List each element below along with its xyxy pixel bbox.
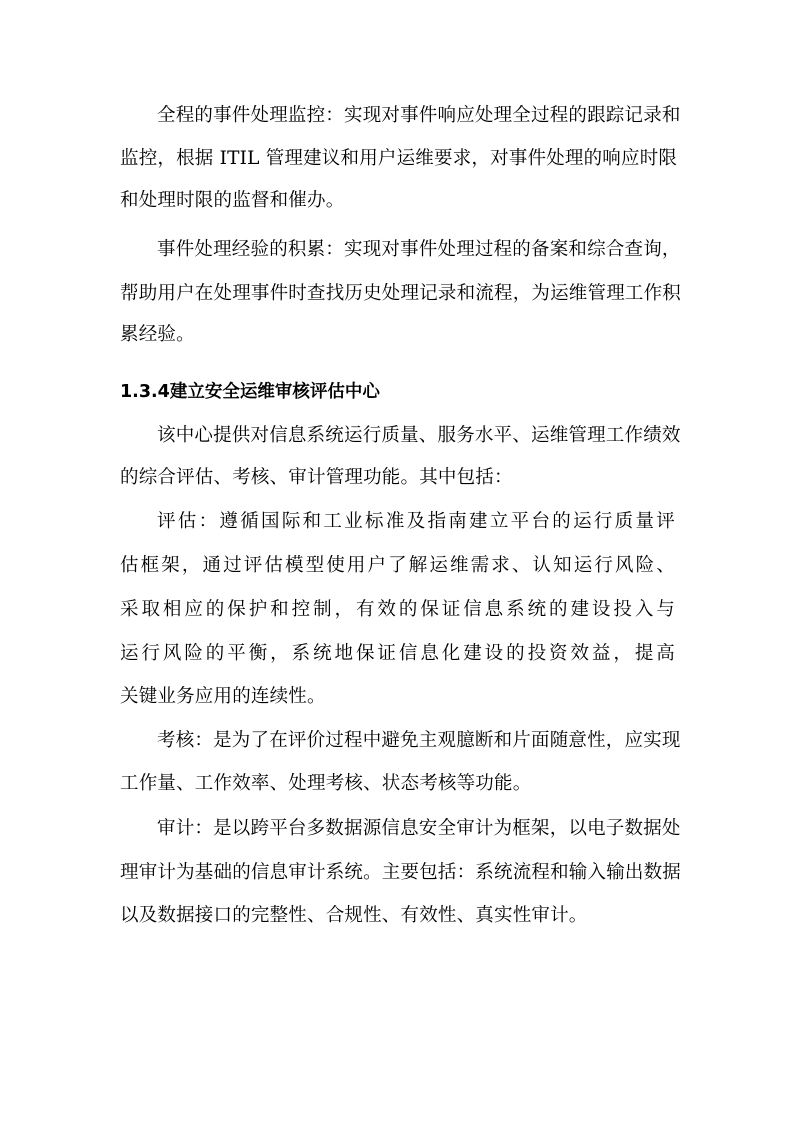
paragraph-line: 审计：是以跨平台多数据源信息安全审计为框架，以电子数据处 <box>157 818 681 839</box>
paragraph-line: 该中心提供对信息系统运行质量、服务水平、运维管理工作绩效 <box>157 425 681 446</box>
paragraph-line: 监控，根据 ITIL 管理建议和用户运维要求，对事件处理的响应时限 <box>120 148 678 169</box>
section-heading: 1.3.4建立安全运维审核评估中心 <box>120 382 380 402</box>
paragraph-line: 关键业务应用的连续性。 <box>120 686 326 707</box>
paragraph-line: 全程的事件处理监控：实现对事件响应处理全过程的跟踪记录和 <box>157 105 681 126</box>
paragraph-line: 事件处理经验的积累：实现对事件处理过程的备案和综合查询， <box>157 239 681 260</box>
paragraph-line: 和处理时限的监督和催办。 <box>120 190 345 211</box>
paragraph-line: 以及数据接口的完整性、合规性、有效性、真实性审计。 <box>120 905 588 926</box>
paragraph-line: 采取相应的保护和控制，有效的保证信息系统的建设投入与 <box>120 599 675 620</box>
paragraph-line: 考核：是为了在评价过程中避免主观臆断和片面随意性，应实现 <box>157 730 681 751</box>
paragraph-line: 评估：遵循国际和工业标准及指南建立平台的运行质量评 <box>157 511 675 532</box>
paragraph-line: 累经验。 <box>120 324 195 345</box>
paragraph-line: 运行风险的平衡，系统地保证信息化建设的投资效益，提高 <box>120 643 675 664</box>
paragraph-line: 帮助用户在处理事件时查找历史处理记录和流程，为运维管理工作积 <box>120 283 682 304</box>
paragraph-line: 估框架，通过评估模型使用户了解运维需求、认知运行风险、 <box>120 555 675 576</box>
paragraph-line: 工作量、工作效率、处理考核、状态考核等功能。 <box>120 773 532 794</box>
paragraph-line: 理审计为基础的信息审计系统。主要包括：系统流程和输入输出数据 <box>120 862 682 883</box>
paragraph-line: 的综合评估、考核、审计管理功能。其中包括： <box>120 467 513 488</box>
